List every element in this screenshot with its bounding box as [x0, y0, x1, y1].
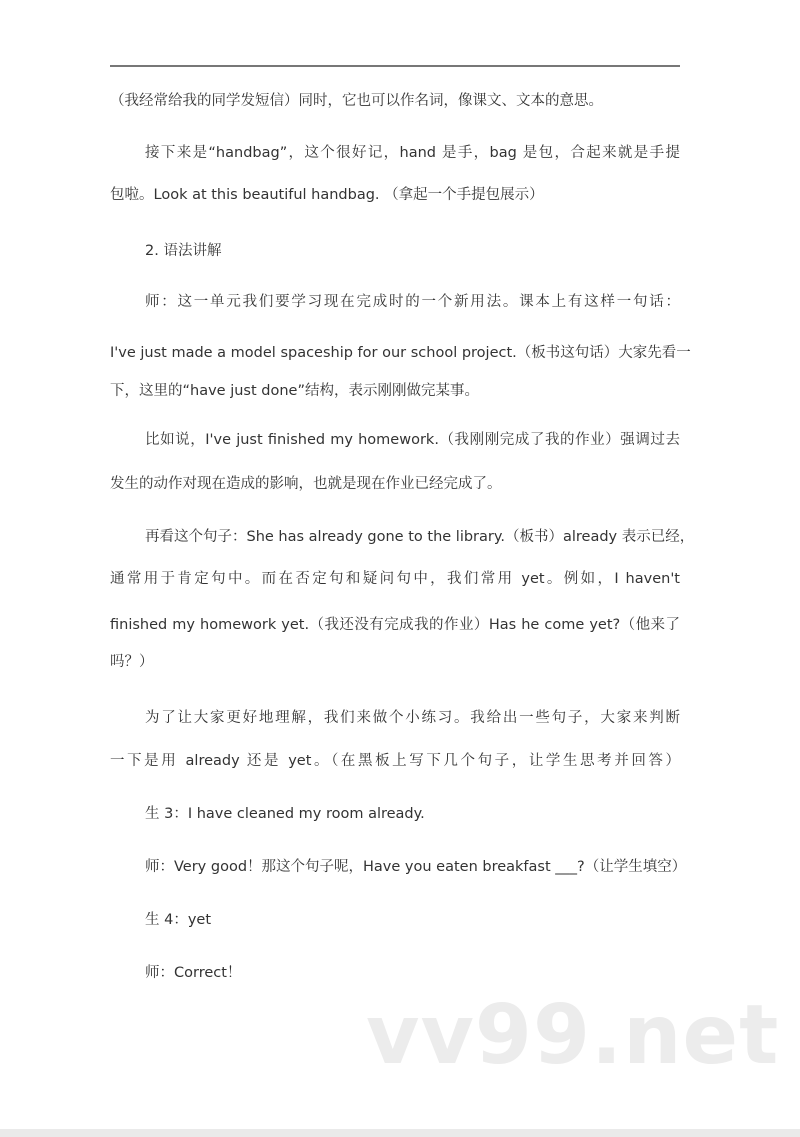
- paragraph-line: 吗？）: [110, 654, 154, 670]
- paragraph-line: 师：Very good！那这个句子呢，Have you eaten breakfast ___?（让学生填空）: [145, 859, 687, 875]
- paragraph-line: 师：这一单元我们要学习现在完成时的一个新用法。课本上有这样一句话：: [145, 294, 680, 310]
- paragraph-line: I've just made a model spaceship for our school project.（板书这句话）大家先看一: [110, 345, 691, 361]
- paragraph-line: 生 3：I have cleaned my room already.: [145, 806, 425, 822]
- paragraph-line: 包啦。Look at this beautiful handbag. （拿起一个手提包展示）: [110, 187, 544, 203]
- paragraph-line: 师：Correct！: [145, 965, 242, 981]
- watermark: vv99.net: [366, 988, 780, 1083]
- paragraph-line: 接下来是“handbag”，这个很好记，hand 是手，bag 是包，合起来就是手提: [145, 145, 680, 161]
- paragraph-line: 再看这个句子：She has already gone to the library.（板书）already 表示已经，: [145, 529, 695, 545]
- paragraph-line: 比如说，I've just finished my homework.（我刚刚完成了我的作业）强调过去: [145, 432, 680, 448]
- paragraph-line: 生 4：yet: [145, 912, 212, 928]
- paragraph-line: 下，这里的“have just done”结构，表示刚刚做完某事。: [110, 383, 479, 399]
- section-heading: 2. 语法讲解: [145, 243, 222, 259]
- paragraph-line: （我经常给我的同学发短信）同时，它也可以作名词，像课文、文本的意思。: [110, 93, 603, 109]
- page-bottom-edge: [0, 1129, 800, 1137]
- paragraph-line: finished my homework yet.（我还没有完成我的作业）Has he come yet?（他来了: [110, 617, 680, 633]
- header-rule: [110, 65, 680, 67]
- paragraph-line: 一下是用 already 还是 yet。（在黑板上写下几个句子，让学生思考并回答）: [110, 753, 680, 769]
- paragraph-line: 为了让大家更好地理解，我们来做个小练习。我给出一些句子，大家来判断: [145, 710, 680, 726]
- paragraph-line: 通常用于肯定句中。而在否定句和疑问句中，我们常用 yet。例如，I haven't: [110, 571, 680, 587]
- paragraph-line: 发生的动作对现在造成的影响，也就是现在作业已经完成了。: [110, 476, 502, 492]
